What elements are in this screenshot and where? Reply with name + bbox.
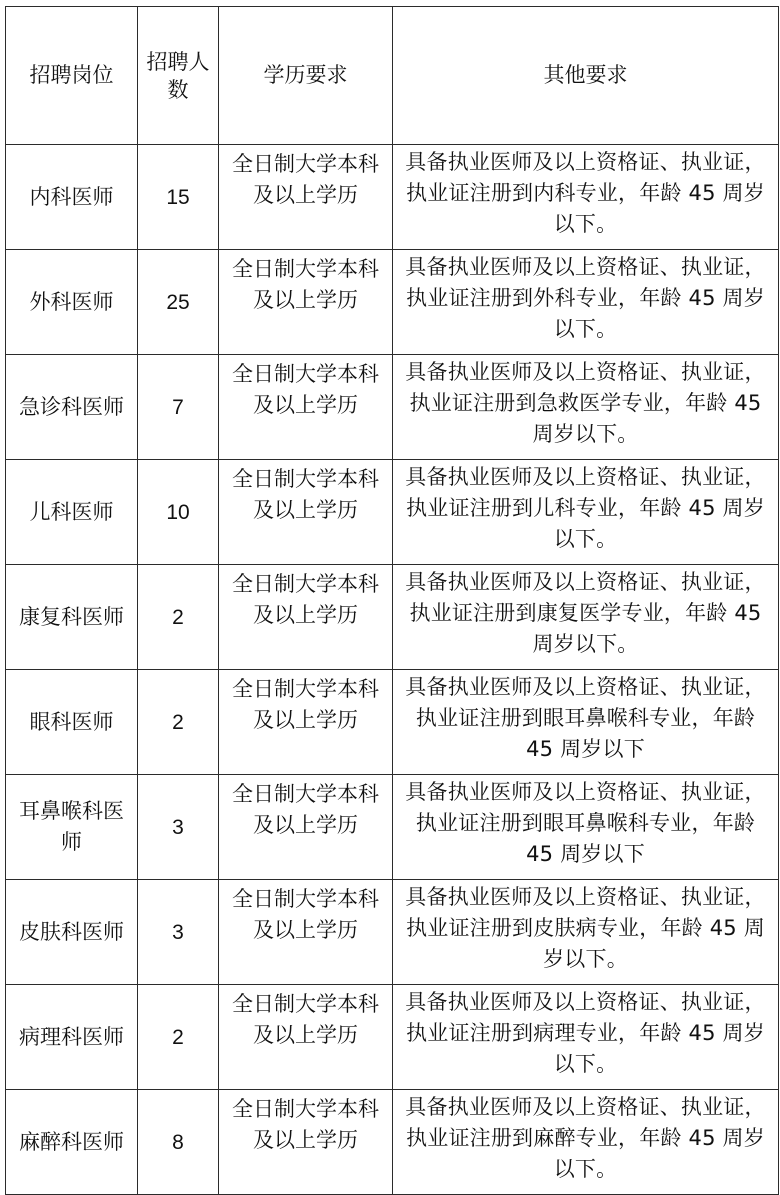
education-cell: 全日制大学本科及以上学历: [219, 460, 393, 565]
education-cell: 全日制大学本科及以上学历: [219, 565, 393, 670]
other-requirements-cell: 具备执业医师及以上资格证、执业证，执业证注册到外科专业，年龄 45 周岁以下。: [393, 250, 779, 355]
table-row: [6, 565, 779, 670]
position-cell: 急诊科医师: [6, 355, 138, 460]
other-requirements-cell: 具备执业医师及以上资格证、执业证，执业证注册到急救医学专业，年龄 45 周岁以下。: [393, 355, 779, 460]
header-position: 招聘岗位: [6, 7, 138, 145]
position-cell: 麻醉科医师: [6, 1090, 138, 1195]
position-cell: 儿科医师: [6, 460, 138, 565]
position-cell: 皮肤科医师: [6, 880, 138, 985]
table-row: [6, 460, 779, 565]
other-requirements-cell: 具备执业医师及以上资格证、执业证，执业证注册到病理专业，年龄 45 周岁以下。: [393, 985, 779, 1090]
other-requirements-cell: 具备执业医师及以上资格证、执业证，执业证注册到儿科专业，年龄 45 周岁以下。: [393, 460, 779, 565]
education-cell: 全日制大学本科及以上学历: [219, 355, 393, 460]
table-row: [6, 1090, 779, 1195]
other-requirements-cell: 具备执业医师及以上资格证、执业证，执业证注册到眼耳鼻喉科专业，年龄 45 周岁以下: [393, 775, 779, 880]
count-cell: 8: [138, 1090, 219, 1195]
count-cell: 3: [138, 775, 219, 880]
count-cell: 2: [138, 985, 219, 1090]
position-cell: 康复科医师: [6, 565, 138, 670]
table-row: [6, 250, 779, 355]
count-cell: 7: [138, 355, 219, 460]
position-cell: 外科医师: [6, 250, 138, 355]
header-education: 学历要求: [219, 7, 393, 145]
other-requirements-cell: 具备执业医师及以上资格证、执业证，执业证注册到眼耳鼻喉科专业，年龄 45 周岁以下: [393, 670, 779, 775]
education-cell: 全日制大学本科及以上学历: [219, 985, 393, 1090]
table-row: [6, 880, 779, 985]
count-cell: 2: [138, 565, 219, 670]
other-requirements-cell: 具备执业医师及以上资格证、执业证，执业证注册到皮肤病专业，年龄 45 周岁以下。: [393, 880, 779, 985]
count-cell: 10: [138, 460, 219, 565]
other-requirements-cell: 具备执业医师及以上资格证、执业证，执业证注册到内科专业，年龄 45 周岁以下。: [393, 145, 779, 250]
table-row: [6, 145, 779, 250]
other-requirements-cell: 具备执业医师及以上资格证、执业证，执业证注册到康复医学专业，年龄 45 周岁以下。: [393, 565, 779, 670]
position-cell: 耳鼻喉科医师: [6, 775, 138, 880]
count-cell: 25: [138, 250, 219, 355]
table-row: [6, 670, 779, 775]
header-other: 其他要求: [393, 7, 779, 145]
education-cell: 全日制大学本科及以上学历: [219, 670, 393, 775]
table-row: [6, 355, 779, 460]
count-cell: 3: [138, 880, 219, 985]
education-cell: 全日制大学本科及以上学历: [219, 145, 393, 250]
count-cell: 2: [138, 670, 219, 775]
education-cell: 全日制大学本科及以上学历: [219, 880, 393, 985]
position-cell: 眼科医师: [6, 670, 138, 775]
other-requirements-cell: 具备执业医师及以上资格证、执业证，执业证注册到麻醉专业，年龄 45 周岁以下。: [393, 1090, 779, 1195]
table-row: [6, 775, 779, 880]
table-row: [6, 985, 779, 1090]
education-cell: 全日制大学本科及以上学历: [219, 775, 393, 880]
education-cell: 全日制大学本科及以上学历: [219, 1090, 393, 1195]
header-count: 招聘人数: [138, 7, 219, 145]
recruitment-table: [5, 6, 779, 1195]
position-cell: 内科医师: [6, 145, 138, 250]
position-cell: 病理科医师: [6, 985, 138, 1090]
education-cell: 全日制大学本科及以上学历: [219, 250, 393, 355]
count-cell: 15: [138, 145, 219, 250]
header-row: [6, 7, 779, 145]
